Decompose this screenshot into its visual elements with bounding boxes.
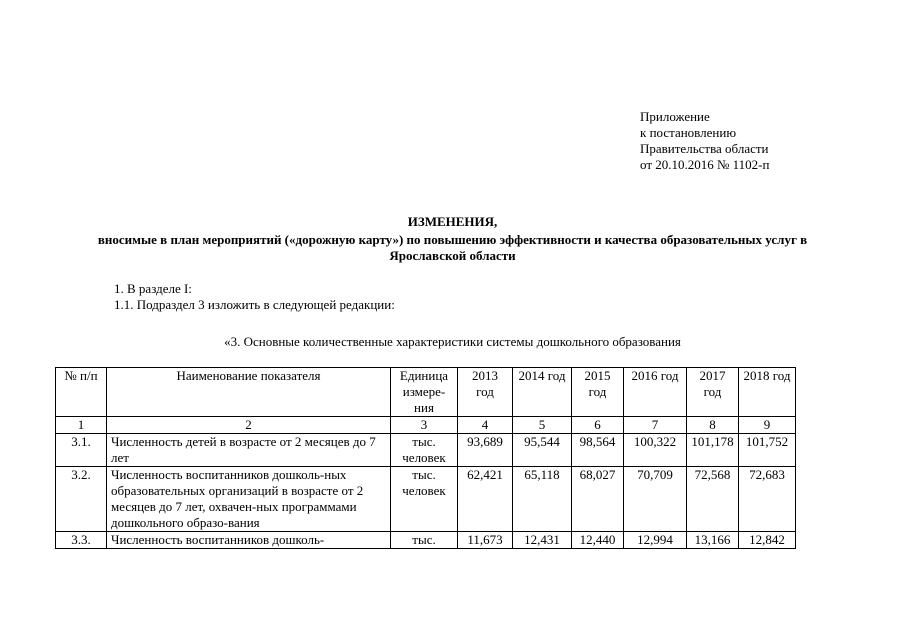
table-row [56, 434, 796, 467]
row-num: 3.3. [56, 532, 107, 549]
index-cell: 3 [391, 417, 458, 434]
table-index-row [56, 417, 796, 434]
row-value: 12,842 [739, 532, 796, 549]
document-subtitle: вносимые в план мероприятий («дорожную карту») по повышению эффективности и качества образовательных услуг в Ярославской области [97, 232, 808, 263]
row-name: Численность воспитанников дошколь- [107, 532, 391, 549]
row-value: 70,709 [624, 467, 687, 532]
row-value: 12,431 [513, 532, 572, 549]
paragraph-section: 1. В разделе I: [114, 281, 192, 296]
row-unit: тыс. человек [391, 434, 458, 467]
header-name: Наименование показателя [107, 368, 391, 417]
paragraph-subsection: 1.1. Подраздел 3 изложить в следующей редакции: [114, 297, 395, 312]
row-unit: тыс. человек [391, 467, 458, 532]
header-year: 2018 год [739, 368, 796, 417]
row-value: 72,683 [739, 467, 796, 532]
row-value: 65,118 [513, 467, 572, 532]
table-row [56, 532, 796, 549]
row-name: Численность воспитанников дошколь-ных образовательных организаций в возрасте от 2 месяцев до 7 лет, охвачен-ных программами дошкольного образо-вания [107, 467, 391, 532]
table-caption: «3. Основные количественные характеристики системы дошкольного образования [224, 334, 681, 349]
table-row [56, 467, 796, 532]
index-cell: 9 [739, 417, 796, 434]
row-num: 3.1. [56, 434, 107, 467]
row-value: 101,752 [739, 434, 796, 467]
appendix-block [640, 109, 769, 173]
row-value: 12,440 [572, 532, 624, 549]
appendix-line: к постановлению [640, 125, 737, 140]
row-name: Численность детей в возрасте от 2 месяцев до 7 лет [107, 434, 391, 467]
row-value: 93,689 [458, 434, 513, 467]
row-unit: тыс. [391, 532, 458, 549]
index-cell: 8 [687, 417, 739, 434]
row-value: 62,421 [458, 467, 513, 532]
index-cell: 5 [513, 417, 572, 434]
index-cell: 2 [107, 417, 391, 434]
row-value: 95,544 [513, 434, 572, 467]
row-value: 98,564 [572, 434, 624, 467]
row-value: 11,673 [458, 532, 513, 549]
row-value: 13,166 [687, 532, 739, 549]
index-cell: 7 [624, 417, 687, 434]
index-cell: 6 [572, 417, 624, 434]
row-num: 3.2. [56, 467, 107, 532]
row-value: 100,322 [624, 434, 687, 467]
table-header-row [56, 368, 796, 417]
row-value: 68,027 [572, 467, 624, 532]
header-year: 2017 год [687, 368, 739, 417]
header-num: № п/п [56, 368, 107, 417]
header-year: 2014 год [513, 368, 572, 417]
header-year: 2015 год [572, 368, 624, 417]
row-value: 72,568 [687, 467, 739, 532]
appendix-line: Приложение [640, 109, 710, 124]
header-unit: Единица измере-ния [391, 368, 458, 417]
row-value: 12,994 [624, 532, 687, 549]
header-year: 2013 год [458, 368, 513, 417]
header-year: 2016 год [624, 368, 687, 417]
index-cell: 4 [458, 417, 513, 434]
appendix-line: от 20.10.2016 № 1102-п [640, 157, 770, 172]
appendix-line: Правительства области [640, 141, 769, 156]
row-value: 101,178 [687, 434, 739, 467]
page-fold [0, 580, 905, 640]
document-title: ИЗМЕНЕНИЯ, [407, 214, 498, 229]
index-cell: 1 [56, 417, 107, 434]
indicators-table [55, 367, 796, 549]
